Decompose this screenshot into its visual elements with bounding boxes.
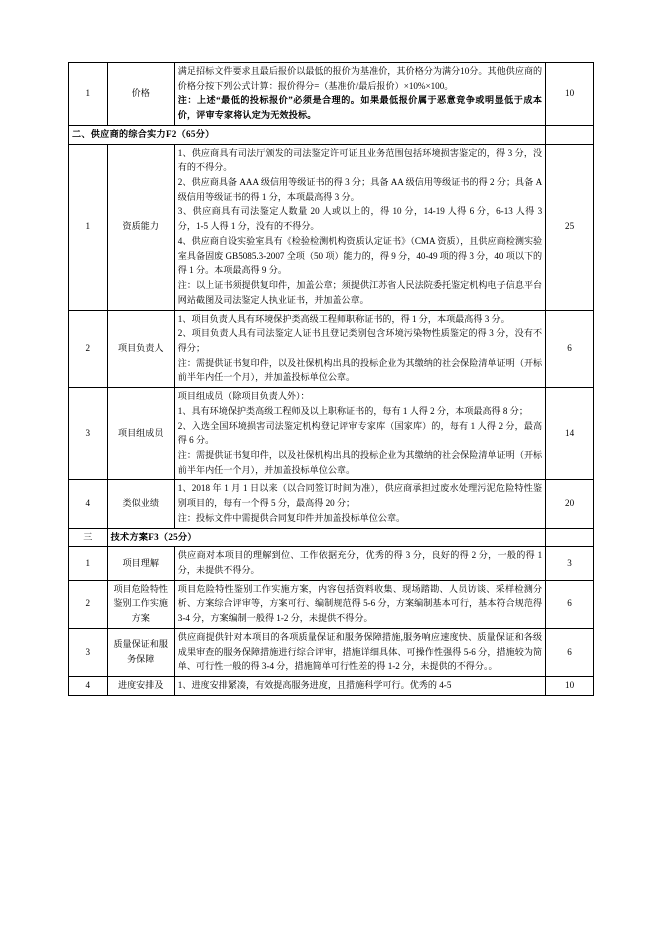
- criteria-description: [174, 580, 545, 628]
- row-number: 2: [69, 310, 108, 388]
- row-number: 4: [69, 677, 108, 696]
- row-number: 1: [69, 144, 108, 310]
- criteria-score: 6: [546, 628, 594, 676]
- criteria-name: 类似业绩: [107, 480, 174, 528]
- section-number: 三: [69, 528, 108, 547]
- criteria-description: [174, 628, 545, 676]
- criteria-score: 10: [546, 677, 594, 696]
- criteria-score: 14: [546, 388, 594, 480]
- criteria-paragraph: 2、项目负责人具有司法鉴定人证书且登记类别包含环境污染物性质鉴定的得 3 分，没有不得分；: [177, 328, 543, 353]
- criteria-name: 质量保证和服务保障: [107, 628, 174, 676]
- table-body: [69, 63, 594, 696]
- criteria-score: 6: [546, 310, 594, 388]
- criteria-description: [174, 310, 545, 388]
- row-number: 3: [69, 628, 108, 676]
- criteria-name: 进度安排及: [107, 677, 174, 696]
- criteria-paragraph: 供应商对本项目的理解到位、工作依据充分，优秀的得 3 分，良好的得 2 分，一般的得 1 分，未提供不得分。: [177, 550, 543, 575]
- criteria-paragraph: 注：上述“最低的投标报价”必须是合理的。如果最低报价属于恶意竞争或明显低于成本价，评审专家将认定为无效投标。: [177, 95, 543, 121]
- criteria-description: [174, 144, 545, 310]
- criteria-score: 3: [546, 547, 594, 580]
- criteria-name: 项目负责人: [107, 310, 174, 388]
- criteria-paragraph: 注：需提供证书复印件，以及社保机构出具的投标企业为其缴纳的社会保险清单证明（开标前半年内任一个月），并加盖投标单位公章。: [177, 449, 543, 475]
- section-heading: 技术方案F3（25分）: [107, 528, 546, 547]
- criteria-row: [69, 547, 594, 580]
- criteria-row: [69, 677, 594, 696]
- criteria-score: 20: [546, 480, 594, 528]
- row-number: 4: [69, 480, 108, 528]
- row-number: 3: [69, 388, 108, 480]
- criteria-row: [69, 628, 594, 676]
- criteria-paragraph: 1、项目负责人具有环境保护类高级工程师职称证书的，得 1 分，本项最高得 3 分。: [177, 313, 510, 324]
- criteria-row: [69, 310, 594, 388]
- criteria-description: [174, 388, 545, 480]
- criteria-paragraph: 1、供应商具有司法厅颁发的司法鉴定许可证且业务范围包括环境损害鉴定的，得 3 分，没有的不得分。: [177, 147, 543, 173]
- criteria-description: [174, 677, 545, 696]
- criteria-name: 项目理解: [107, 547, 174, 580]
- section-score-cell: [546, 528, 594, 547]
- criteria-score: 25: [546, 144, 594, 310]
- criteria-paragraph: 项目危险特性鉴别工作实施方案，内容包括资料收集、现场踏勘、人员访谈、采样检测分析、方案综合评审等，方案可行、编制规范得 5-6 分，方案编制基本可行，基本符合规范得 3-4 分，方案编制一般得 1-2 分，未提供不得分。: [177, 583, 543, 624]
- section-score-cell: [546, 125, 594, 144]
- criteria-paragraph: 注：投标文件中需提供合同复印件并加盖投标单位公章。: [177, 512, 406, 523]
- criteria-row: [69, 480, 594, 528]
- criteria-paragraph: 1、具有环境保护类高级工程师及以上职称证书的，每有 1 人得 2 分，本项最高得 8 分；: [177, 405, 528, 416]
- criteria-row: [69, 388, 594, 480]
- criteria-description: [174, 480, 545, 528]
- criteria-paragraph: 4、供应商自设实验室具有《检验检测机构资质认定证书》（CMA 资质），且供应商检测实验室具备固废 GB5085.3-2007 全项（50 项）能力的，得 9 分，40-49 项的得 3 分，40 项以下的得 1 分。本项最高得 9 分。: [177, 235, 543, 276]
- criteria-paragraph: 1、2018 年 1 月 1 日以来（以合同签订时间为准），供应商承担过废水处理污泥危险特性鉴别项目的，每有一个得 5 分，最高得 20 分；: [177, 483, 543, 509]
- criteria-name: 项目危险特性鉴别工作实施方案: [107, 580, 174, 628]
- criteria-paragraph: 注：需提供证书复印件，以及社保机构出具的投标企业为其缴纳的社会保险清单证明（开标前半年内任一个月），并加盖投标单位公章。: [177, 357, 543, 383]
- criteria-row: [69, 63, 594, 126]
- section-header-row: [69, 125, 594, 144]
- criteria-paragraph: 1、进度安排紧凑，有效提高服务进度，且措施科学可行。优秀的 4-5: [177, 680, 452, 691]
- criteria-name: 项目组成员: [107, 388, 174, 480]
- criteria-paragraph: 3、供应商具有司法鉴定人数量 20 人或以上的，得 10 分，14-19 人得 6 分，6-13 人得 3 分，1-5 人得 1 分，没有的不得分。: [177, 206, 543, 232]
- criteria-name: 价格: [107, 63, 174, 126]
- criteria-description: [174, 547, 545, 580]
- criteria-score: 6: [546, 580, 594, 628]
- criteria-row: [69, 144, 594, 310]
- criteria-row: [69, 580, 594, 628]
- criteria-paragraph: 2、供应商具备 AAA 级信用等级证书的得 3 分；具备 AA 级信用等级证书的得 2 分；具备 A 级信用等级证书的得 1 分，本项最高得 3 分。: [177, 177, 543, 202]
- criteria-paragraph: 满足招标文件要求且最后报价以最低的报价为基准价，其价格分为满分10分。其他供应商的价格分按下列公式计算：报价得分=（基准价/最后报价）×10%×100。: [177, 66, 543, 91]
- criteria-paragraph: 2、入选全国环境损害司法鉴定机构登记评审专家库（国家库）的，每有 1 人得 2 分，最高得 6 分。: [177, 420, 543, 446]
- row-number: 1: [69, 547, 108, 580]
- row-number: 2: [69, 580, 108, 628]
- evaluation-criteria-table: [68, 62, 594, 696]
- criteria-paragraph: 供应商提供针对本项目的各项质量保证和服务保障措施,服务响应速度快、质量保证和各级成果审查的服务保障措施进行综合评审，措施详细具体、可操作性强得 5-6 分，措施较为简单、可行性一般的得 3-4 分，措施简单可行性差的得 1-2 分，未提供的不得分。。: [177, 631, 543, 672]
- criteria-paragraph: 项目组成员（除项目负责人外）：: [177, 391, 310, 402]
- criteria-description: [174, 63, 545, 126]
- row-number: 1: [69, 63, 108, 126]
- criteria-score: 10: [546, 63, 594, 126]
- criteria-paragraph: 注：以上证书须提供复印件，加盖公章；须提供江苏省人民法院委托鉴定机构电子信息平台网站截图及司法鉴定人执业证书，并加盖公章。: [177, 280, 543, 305]
- section-heading: 二、供应商的综合实力F2（65分）: [69, 125, 546, 144]
- section-header-row: [69, 528, 594, 547]
- criteria-name: 资质能力: [107, 144, 174, 310]
